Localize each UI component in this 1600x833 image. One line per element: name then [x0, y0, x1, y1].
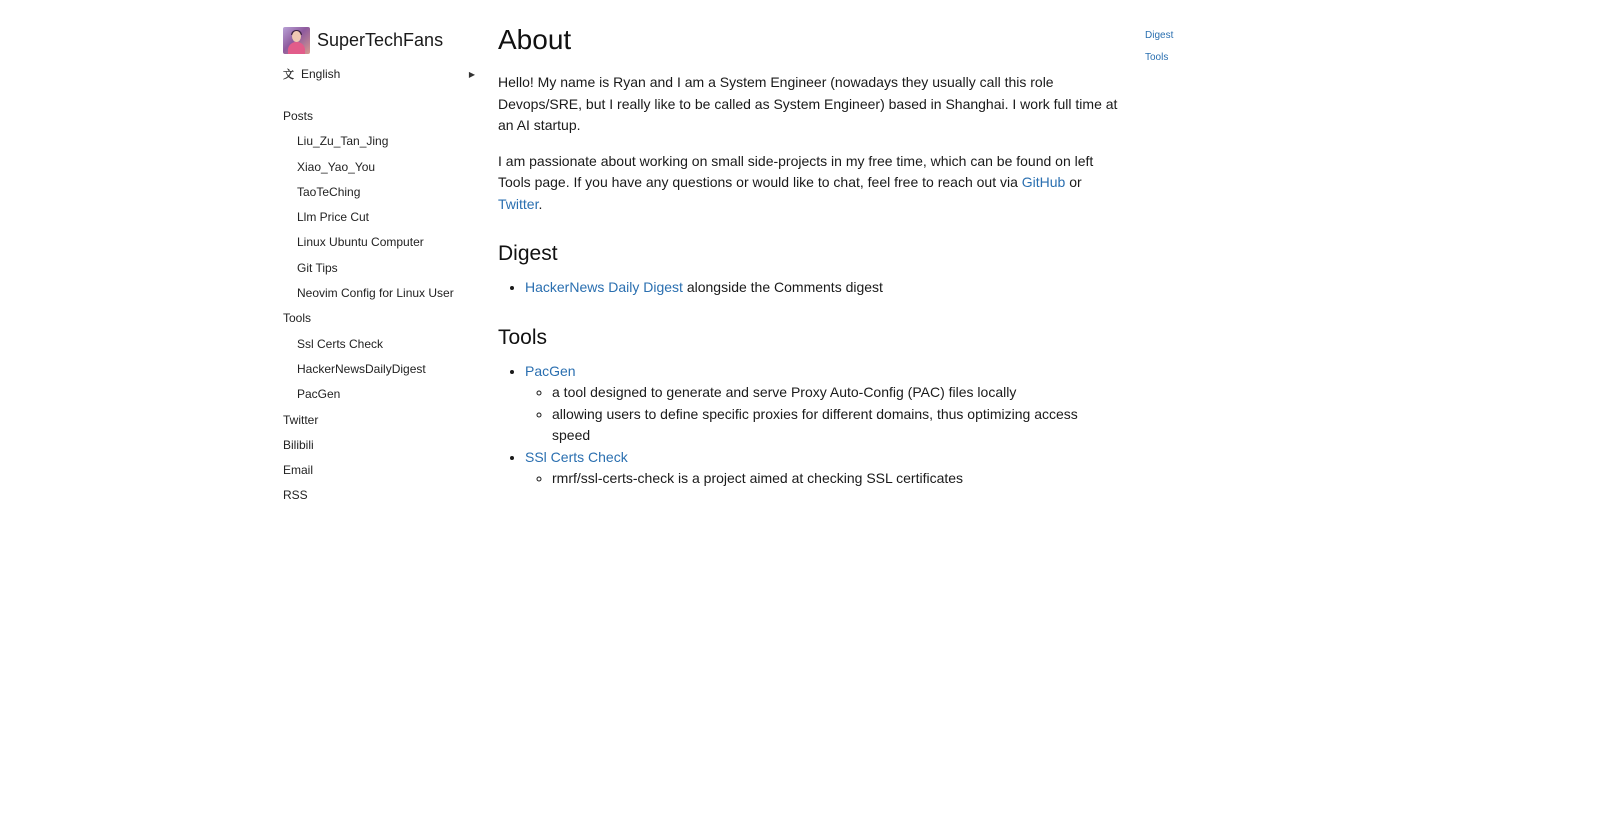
site-logo[interactable] — [283, 27, 310, 54]
sidebar-item-tool[interactable]: HackerNewsDailyDigest — [297, 361, 426, 376]
twitter-link[interactable]: Twitter — [498, 195, 539, 212]
sidebar-item-post[interactable]: Llm Price Cut — [297, 210, 370, 225]
language-switcher[interactable] — [283, 65, 475, 83]
or-text: or — [1069, 174, 1082, 190]
pacgen-link[interactable]: PacGen — [525, 362, 576, 379]
sidebar — [283, 26, 475, 509]
digest-heading: Digest — [498, 242, 558, 265]
sidebar-item-rss[interactable]: RSS — [283, 488, 308, 503]
intro-paragraph: Hello! My name is Ryan and I am a System Engineer (nowadays they usually call this role Devops/SRE, but I really like to be called as System Engineer) based in Shanghai. I work full time at an AI startup. — [498, 74, 1118, 133]
toc-item-digest[interactable]: Digest — [1145, 30, 1174, 41]
sidebar-item-tool[interactable]: Ssl Certs Check — [297, 336, 384, 351]
sidebar-item-post[interactable]: Linux Ubuntu Computer — [297, 235, 424, 250]
list-item — [525, 277, 1118, 299]
pacgen-sublist — [525, 382, 1118, 447]
caret-right-icon[interactable]: ▶ — [468, 69, 475, 79]
main-content — [498, 20, 1118, 490]
sidebar-item-post[interactable]: Git Tips — [297, 260, 338, 275]
github-link[interactable]: GitHub — [1021, 174, 1066, 190]
sidebar-item-post[interactable]: Liu_Zu_Tan_Jing — [297, 134, 389, 149]
site-brand[interactable] — [283, 26, 475, 54]
passion-paragraph — [498, 151, 1118, 216]
list-item: ◦ rmrf/ssl-certs-check is a project aimed at checking SSL certificates — [552, 468, 1118, 490]
sidebar-item-bilibili[interactable]: Bilibili — [283, 437, 314, 452]
sidebar-item-post[interactable]: Xiao_Yao_You — [297, 159, 376, 174]
passion-text: I am passionate about working on small side-projects in my free time, which can be found on left Tools page. If you have any questions or would like to chat, feel free to reach out via — [498, 152, 1094, 190]
digest-list — [498, 277, 1118, 299]
translate-icon: 文 — [283, 69, 294, 81]
page-title: About — [498, 24, 572, 55]
tools-heading: Tools — [498, 325, 548, 349]
sidebar-section-tools[interactable]: Tools — [283, 311, 312, 326]
ssl-sublist — [525, 468, 1118, 490]
hackernews-digest-link[interactable]: HackerNews Daily Digest — [525, 279, 683, 295]
list-item — [525, 447, 1118, 490]
period-text: . — [538, 195, 543, 212]
language-label: English — [301, 67, 341, 81]
sidebar-section-posts[interactable]: Posts — [283, 109, 314, 123]
list-item: ◦ allowing users to define specific proxies for different domains, thus optimizing access speed — [552, 404, 1118, 447]
tools-list — [498, 361, 1118, 490]
toc-item-tools[interactable]: Tools — [1145, 52, 1169, 63]
sidebar-item-twitter[interactable]: Twitter — [283, 412, 319, 427]
site-title[interactable]: SuperTechFans — [317, 30, 444, 50]
digest-text: alongside the Comments digest — [686, 279, 883, 295]
table-of-contents — [1145, 25, 1173, 69]
list-item — [525, 361, 1118, 447]
sidebar-item-post[interactable]: TaoTeChing — [297, 184, 361, 199]
sidebar-item-email[interactable]: Email — [283, 463, 314, 478]
sidebar-item-tool[interactable]: PacGen — [297, 387, 341, 402]
list-item: ◦ a tool designed to generate and serve Proxy Auto-Config (PAC) files locally — [552, 382, 1118, 404]
sidebar-item-post[interactable]: Neovim Config for Linux User — [297, 286, 454, 301]
ssl-certs-check-link[interactable]: SSl Certs Check — [525, 448, 628, 465]
